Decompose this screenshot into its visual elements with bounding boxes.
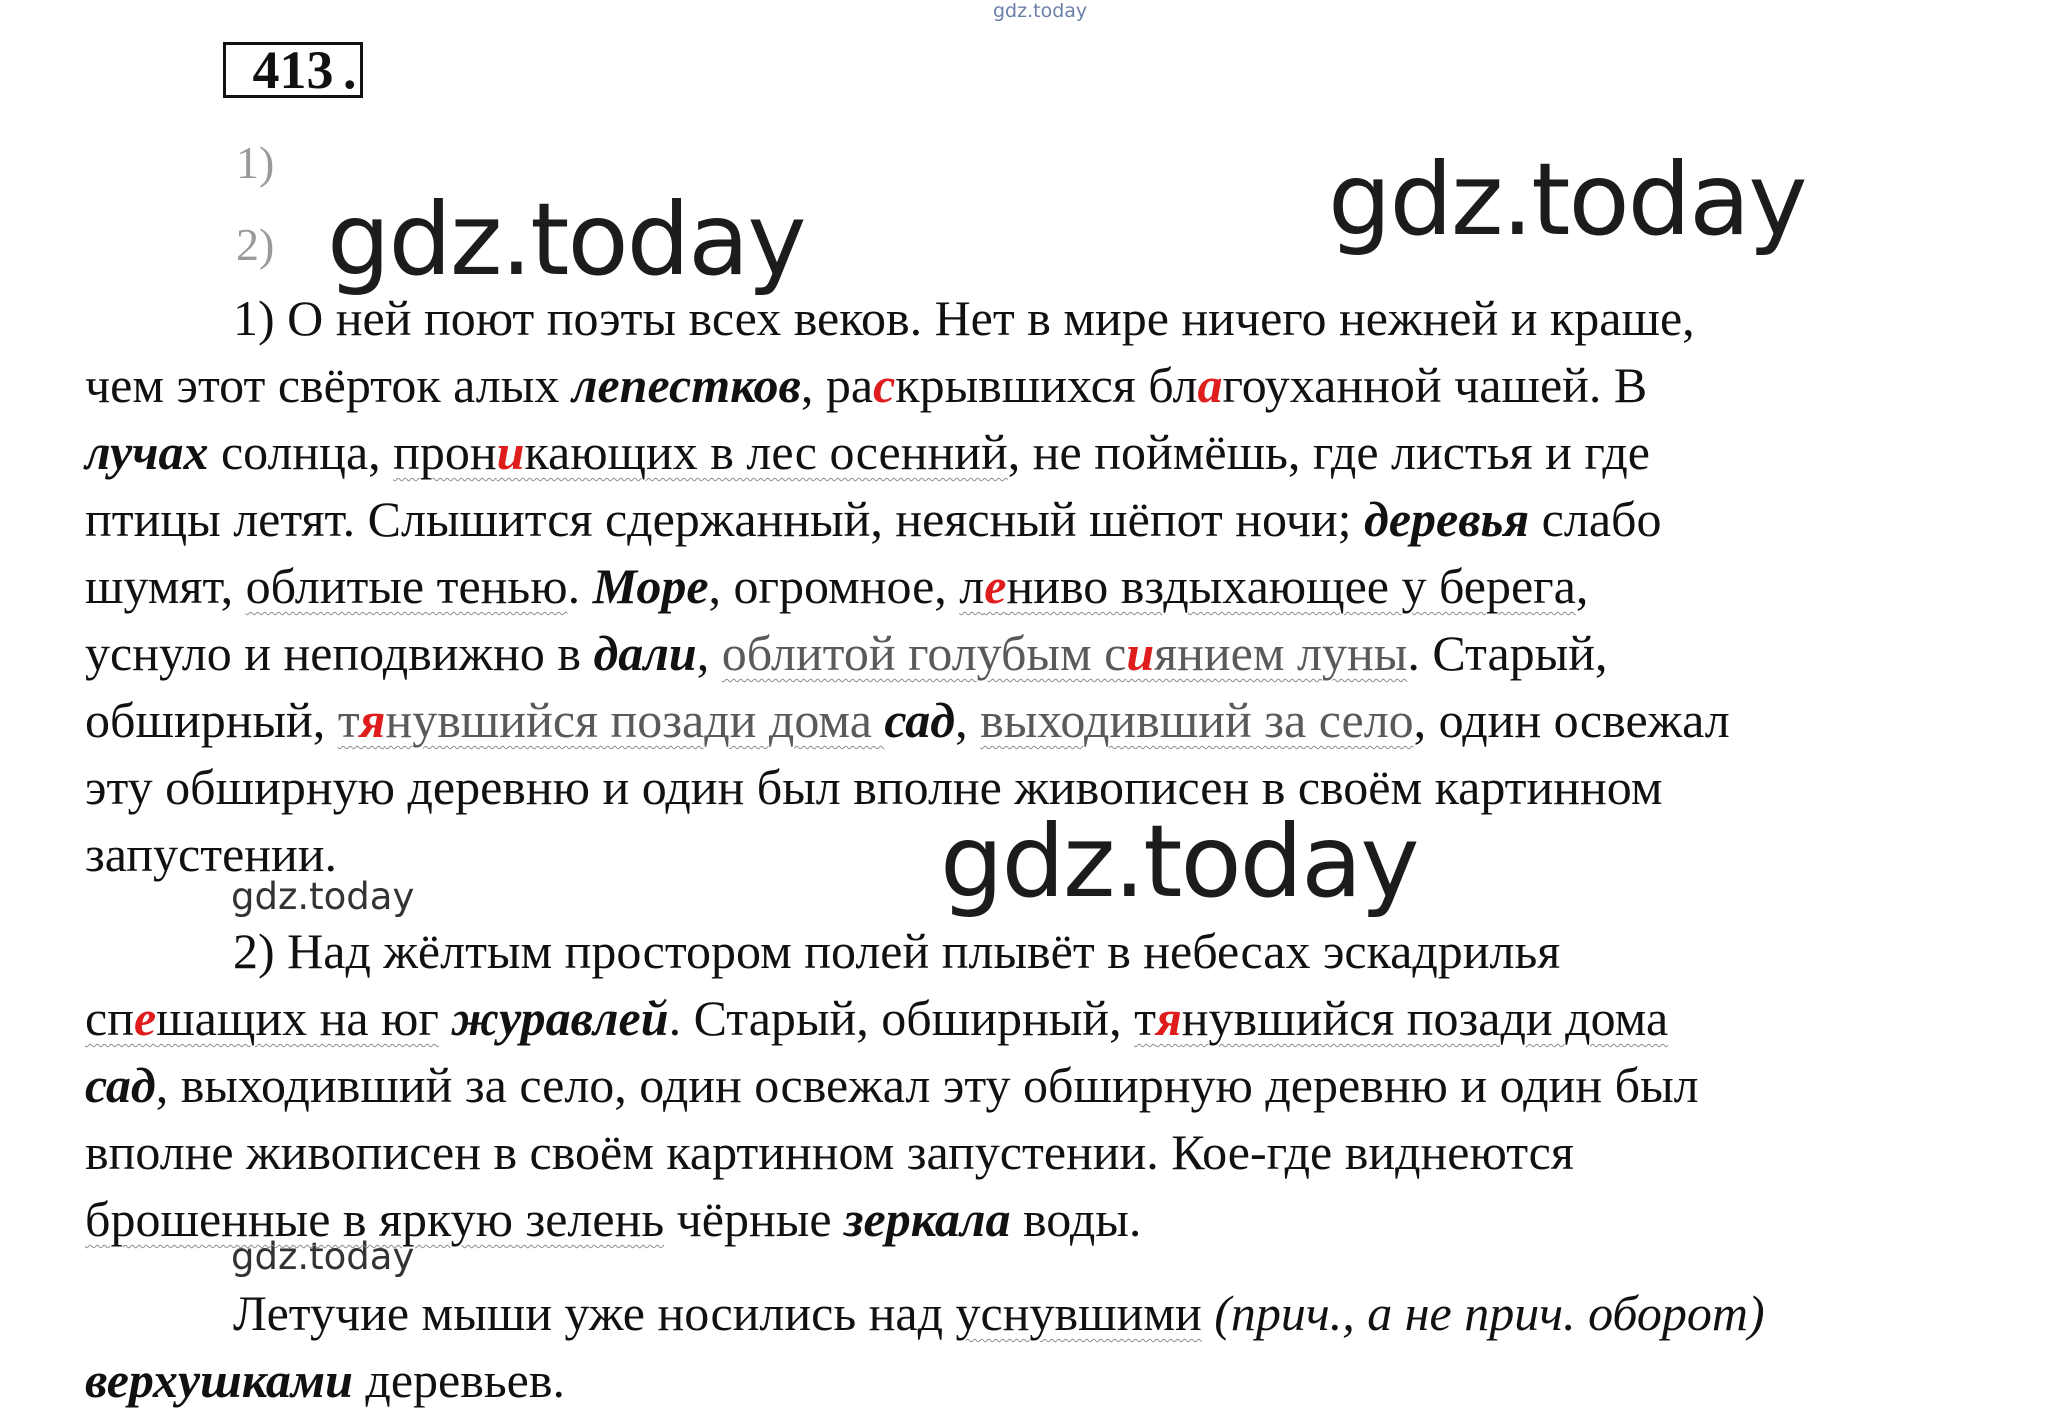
watermark-large-center: gdz.today <box>940 803 1418 920</box>
watermark-large-right: gdz.today <box>1328 141 1806 258</box>
watermark-small-2: gdz.today <box>231 1235 415 1278</box>
p1-line-3: лучах солнца, проникающих в лес осенний, не поймёшь, где листья и где <box>85 424 1650 480</box>
p1-line-8: эту обширную деревню и один был вполне живописен в своём картинном <box>85 759 1663 815</box>
watermark-top: gdz.today <box>993 0 1088 22</box>
task-number: 413 <box>252 40 334 100</box>
p1-line-7: обширный, тянувшийся позади дома сад, выходивший за село, один освежал <box>85 692 1730 748</box>
p1-line-4: птицы летят. Слышится сдержанный, неясный шёпот ночи; деревья слабо <box>85 491 1662 547</box>
p1-line-1: 1) О ней поют поэты всех веков. Нет в мире ничего нежней и краше, <box>233 290 1695 346</box>
paragraph-2 <box>85 918 2045 1253</box>
p2-line-4: вполне живописен в своём картинном запустении. Кое-где виднеются <box>85 1124 1574 1180</box>
paragraph-1 <box>85 285 2045 888</box>
p2-line-1: 2) Над жёлтым простором полей плывёт в небесах эскадрилья <box>233 923 1561 979</box>
p2-line-3: сад, выходивший за село, один освежал эту обширную деревню и один был <box>85 1057 1699 1113</box>
p2-line-2: спешащих на юг журавлей. Старый, обширный, тянувшийся позади дома <box>85 990 1669 1046</box>
paragraph-3 <box>85 1280 2045 1414</box>
p2-line-5: брошенные в яркую зелень чёрные зеркала воды. <box>85 1191 1142 1247</box>
faint-item-2: 2) <box>236 219 275 270</box>
p1-line-5: шумят, облитые тенью. Море, огромное, лениво вздыхающее у берега, <box>85 558 1589 614</box>
task-number-dot: . <box>343 40 357 100</box>
p3-line-2: верхушками деревьев. <box>85 1352 565 1408</box>
watermark-large-left: gdz.today <box>327 181 805 298</box>
task-number-box <box>223 42 363 98</box>
watermark-small-1: gdz.today <box>231 875 415 918</box>
p1-line-2: чем этот свёрток алых лепестков, раскрывшихся благоуханной чашей. В <box>85 357 1648 413</box>
faint-item-1: 1) <box>236 137 275 188</box>
p1-line-6: уснуло и неподвижно в дали, облитой голубым сиянием луны. Старый, <box>85 625 1608 681</box>
p1-line-9: запустении. <box>85 826 338 882</box>
p3-line-1: Летучие мыши уже носились над уснувшими (прич., а не прич. оборот) <box>233 1285 1765 1341</box>
